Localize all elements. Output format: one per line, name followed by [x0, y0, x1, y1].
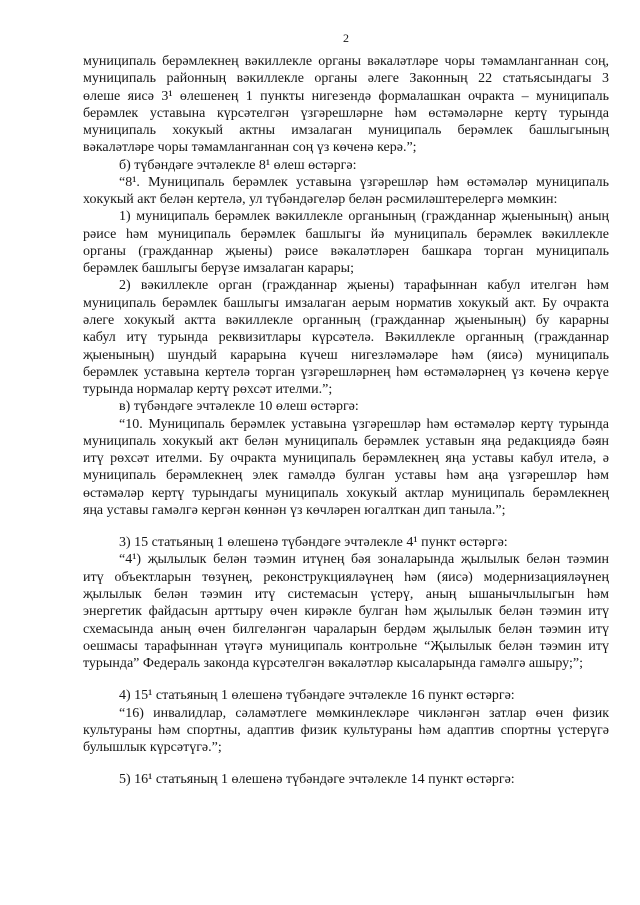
text-line: берәмлек уставына күрсәтелгән үзгәрешләрне һәм өстәмәләрне кертү турында: [83, 105, 609, 121]
paragraph-continuation: [83, 53, 609, 157]
text-line: 3) 15 статьяның 1 өлешенә түбәндәге эчтәлекле 4¹ пункт өстәргә:: [119, 535, 508, 551]
paragraph-item-5: [83, 771, 609, 788]
paragraph-subitem-2: [83, 277, 609, 398]
text-line: җылылык белән тәэмин итү системасын үстерү, аның ышанычлылыгын һәм: [83, 586, 609, 602]
text-line: в) түбәндәге эчтәлекле 10 өлеш өстәргә:: [119, 399, 359, 415]
text-line: “8¹. Муниципаль берәмлек уставына үзгәрешләр һәм өстәмәләр муниципаль: [119, 174, 609, 190]
text-line: җыенының) шундый карарына күчеш нигезләмәләре һәм (яисә) муниципаль: [83, 347, 609, 363]
text-line: муниципаль хокукый актны имзалаган муниципаль берәмлек башлыгының: [83, 123, 609, 139]
text-line: турында” Федераль законда күрсәтелгән вәкаләтләр кысаларында гамәлгә ашыру;”;: [83, 656, 583, 672]
text-line: муниципаль берәмлекнең элек гамәлдә булган уставы һәм аңа үзгәрешләр һәм: [83, 468, 609, 484]
text-line: муниципаль районның вәкиллекле органы әлеге Законның 22 статьясындагы 3: [83, 71, 609, 87]
text-line: 1) муниципаль берәмлек вәкиллекле органының (гражданнар җыенының) аның: [119, 209, 609, 225]
text-line: берәмлек уставына кертелә торган үзгәрешләрнең һәм өстәмәләрнең үз көченә керүе: [83, 364, 609, 380]
text-line: муниципаль хокукый акт белән муниципаль берәмлек уставын яңа редакциядә бәян: [83, 433, 609, 449]
text-line: “16) инвалидлар, сәламәтлеге мөмкинлекләре чикләнгән затлар өчен физик: [119, 705, 609, 721]
text-line: итү рөхсәт ителми. Бу очракта муниципаль берәмлекнең яңа уставы кабул ителә, ә: [83, 451, 609, 467]
text-line: органы (гражданнар җыены) рәисе вәкаләтләрен башкара торган муниципаль: [83, 243, 609, 259]
paragraph-point-16: [83, 705, 609, 757]
text-line: берәмлек башлыгы берүзе имзалаган карары;: [83, 261, 354, 277]
text-line: схемасында аның өчен билгеләнгән чараларын бердәм җылылык белән тәэмин итү: [83, 621, 609, 637]
text-line: әлеге хокукый актта вәкиллекле органның (гражданнар җыенының) бу карарны: [83, 312, 609, 328]
text-line: вәкаләтләре чоры тәмамланганнан соң үз көченә керә.”;: [83, 140, 417, 156]
paragraph-point-4-1: [83, 551, 609, 672]
paragraph-item-v: [83, 398, 609, 415]
text-line: өлеше яисә 3¹ өлешенең 1 пункты нигезендә формалашкан очракта – муниципаль: [83, 88, 609, 104]
text-line: “4¹) җылылык белән тәэмин итүнең бәя зоналарында җылылык белән тәэмин: [119, 552, 609, 568]
text-line: 5) 16¹ статьяның 1 өлешенә түбәндәге эчтәлекле 14 пункт өстәргә:: [119, 772, 515, 788]
text-line: энергетик файдасын арттыру өчен кирәкле булган һәм җылылык белән тәэмин итү: [83, 604, 609, 620]
paragraph-part-10: [83, 416, 609, 520]
text-line: культураны һәм спортны, адаптив физик культураны һәм адаптив спортны үстерүгә: [83, 722, 609, 738]
text-line: оешмасы тарафыннан үтәүгә муниципаль контрольне “Җылылык белән тәэмин итү: [83, 638, 609, 654]
paragraph-item-b: [83, 157, 609, 174]
page-number: 2: [343, 31, 349, 45]
text-line: 4) 15¹ статьяның 1 өлешенә түбәндәге эчтәлекле 16 пункт өстәргә:: [119, 688, 515, 704]
text-line: кабул итү турында реквизитлары күрсәтелә. Вәкиллекле органның (гражданнар: [83, 330, 609, 346]
text-line: итү объектларын төзүнең, реконструкцияләүнең һәм (яисә) модернизацияләүнең: [83, 569, 609, 585]
text-line: муниципаль берәмлекнең вәкиллекле органы вәкаләтләре чоры тәмамланганнан соң,: [83, 54, 609, 69]
text-line: булышлык күрсәтүгә.”;: [83, 740, 222, 756]
paragraph-subitem-1: [83, 208, 609, 277]
text-line: муниципаль берәмлек башлыгы имзалаган аерым норматив хокукый акт. Бу очракта: [83, 295, 609, 311]
text-line: 2) вәкиллекле орган (гражданнар җыены) тарафыннан кабул ителгән һәм: [119, 278, 609, 294]
text-line: “10. Муниципаль берәмлек уставына үзгәрешләр һәм өстәмәләр кертү турында: [119, 416, 609, 432]
text-line: хокукый акт белән кертелә, ул түбәндәгеләр белән рәсмиләштерелергә мөмкин:: [83, 192, 558, 208]
paragraph-part-8-1: [83, 174, 609, 209]
paragraph-item-3: [83, 534, 609, 551]
text-line: өстәмәләр кертү турындагы муниципаль хокукый актлар муниципаль берәмлекнең: [83, 485, 609, 501]
text-line: турында нормалар кертү рөхсәт ителми.”;: [83, 382, 333, 398]
text-line: б) түбәндәге эчтәлекле 8¹ өлеш өстәргә:: [119, 157, 357, 173]
text-line: рәисе һәм муниципаль берәмлек башлыгы йә муниципаль берәмлек вәкиллекле: [83, 226, 609, 242]
document-body: [83, 53, 609, 789]
paragraph-item-4: [83, 687, 609, 704]
text-line: яңа уставы гамәлгә кергән көннән үз көчләрен югалткан дип таныла.”;: [83, 502, 506, 518]
